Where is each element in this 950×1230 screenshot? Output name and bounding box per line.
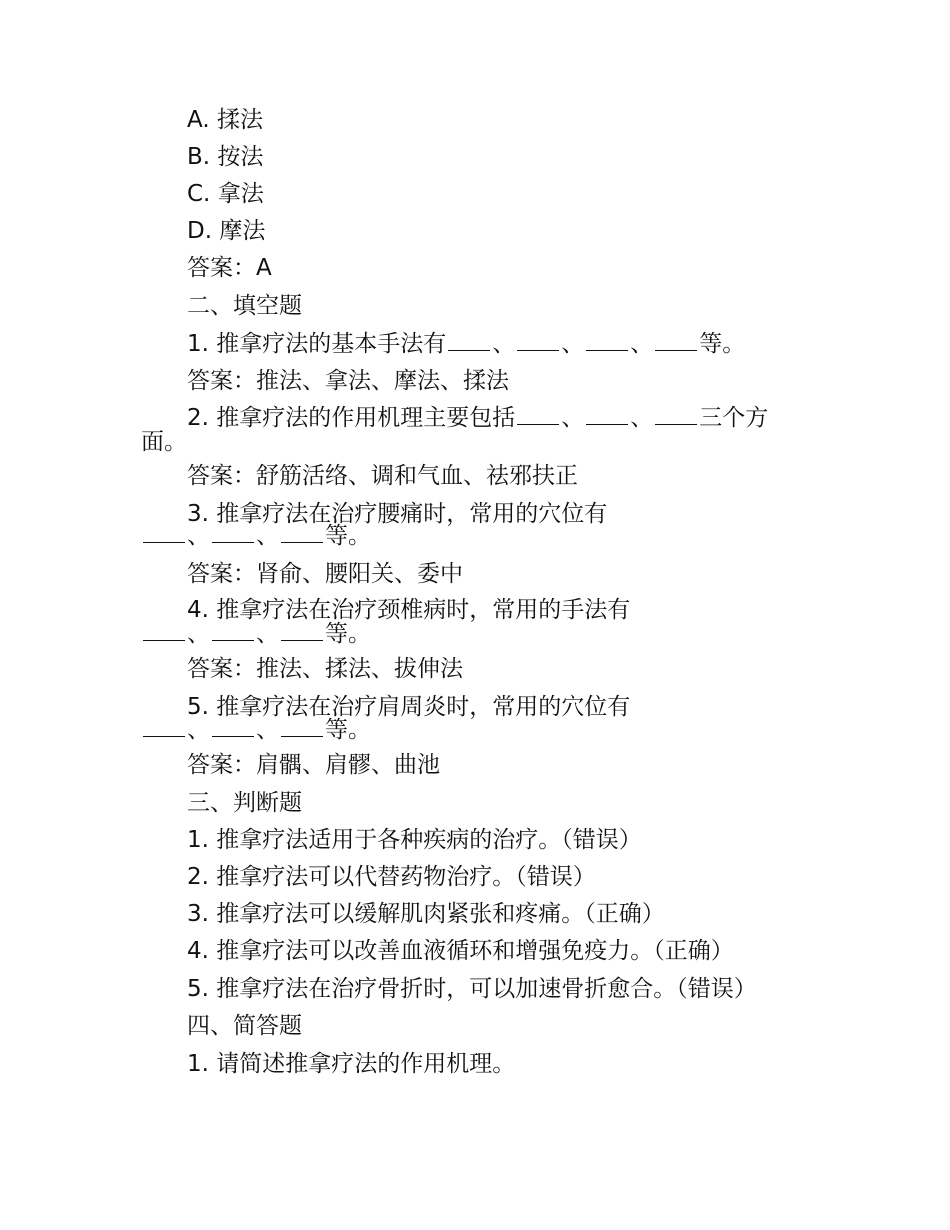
fill-question-4-cont: 、 、 等。 [141, 620, 371, 648]
judge-item-3: 3. 推拿疗法可以缓解肌肉紧张和疼痛。（正确） [187, 901, 665, 927]
option-a: A. 揉法 [187, 107, 263, 133]
fill-question-3-cont: 、 、 等。 [141, 522, 371, 550]
fill-question-2-cont: 面。 [141, 429, 187, 455]
judge-item-2: 2. 推拿疗法可以代替药物治疗。（错误） [187, 864, 596, 890]
fill-answer-2: 答案：舒筋活络、调和气血、祛邪扶正 [187, 463, 578, 489]
option-c: C. 拿法 [187, 181, 264, 207]
section-title: 三、判断题 [187, 790, 302, 816]
fill-answer-3: 答案：肾俞、腰阳关、委中 [187, 561, 463, 587]
fill-question-5: 5. 推拿疗法在治疗肩周炎时，常用的穴位有 [187, 694, 631, 720]
answer-line: 答案：A [187, 255, 272, 281]
section-title: 二、填空题 [187, 293, 302, 319]
short-answer-item-1: 1. 请简述推拿疗法的作用机理。 [187, 1051, 516, 1077]
option-d: D. 摩法 [187, 218, 266, 244]
judge-item-4: 4. 推拿疗法可以改善血液循环和增强免疫力。（正确） [187, 938, 734, 964]
option-b: B. 按法 [187, 144, 264, 170]
fill-question-5-cont: 、 、 等。 [141, 716, 371, 744]
judge-item-5: 5. 推拿疗法在治疗骨折时，可以加速骨折愈合。（错误） [187, 976, 757, 1002]
fill-question-2: 2. 推拿疗法的作用机理主要包括 、 、 三个方 [187, 405, 769, 431]
fill-question-3: 3. 推拿疗法在治疗腰痛时，常用的穴位有 [187, 501, 608, 527]
judge-item-1: 1. 推拿疗法适用于各种疾病的治疗。（错误） [187, 827, 642, 853]
fill-question-4: 4. 推拿疗法在治疗颈椎病时，常用的手法有 [187, 597, 631, 623]
section-title: 四、简答题 [187, 1013, 302, 1039]
fill-answer-1: 答案：推法、拿法、摩法、揉法 [187, 368, 509, 394]
fill-answer-4: 答案：推法、揉法、拔伸法 [187, 656, 463, 682]
fill-answer-5: 答案：肩髃、肩髎、曲池 [187, 752, 440, 778]
fill-question-1: 1. 推拿疗法的基本手法有 、 、 、 等。 [187, 331, 746, 357]
